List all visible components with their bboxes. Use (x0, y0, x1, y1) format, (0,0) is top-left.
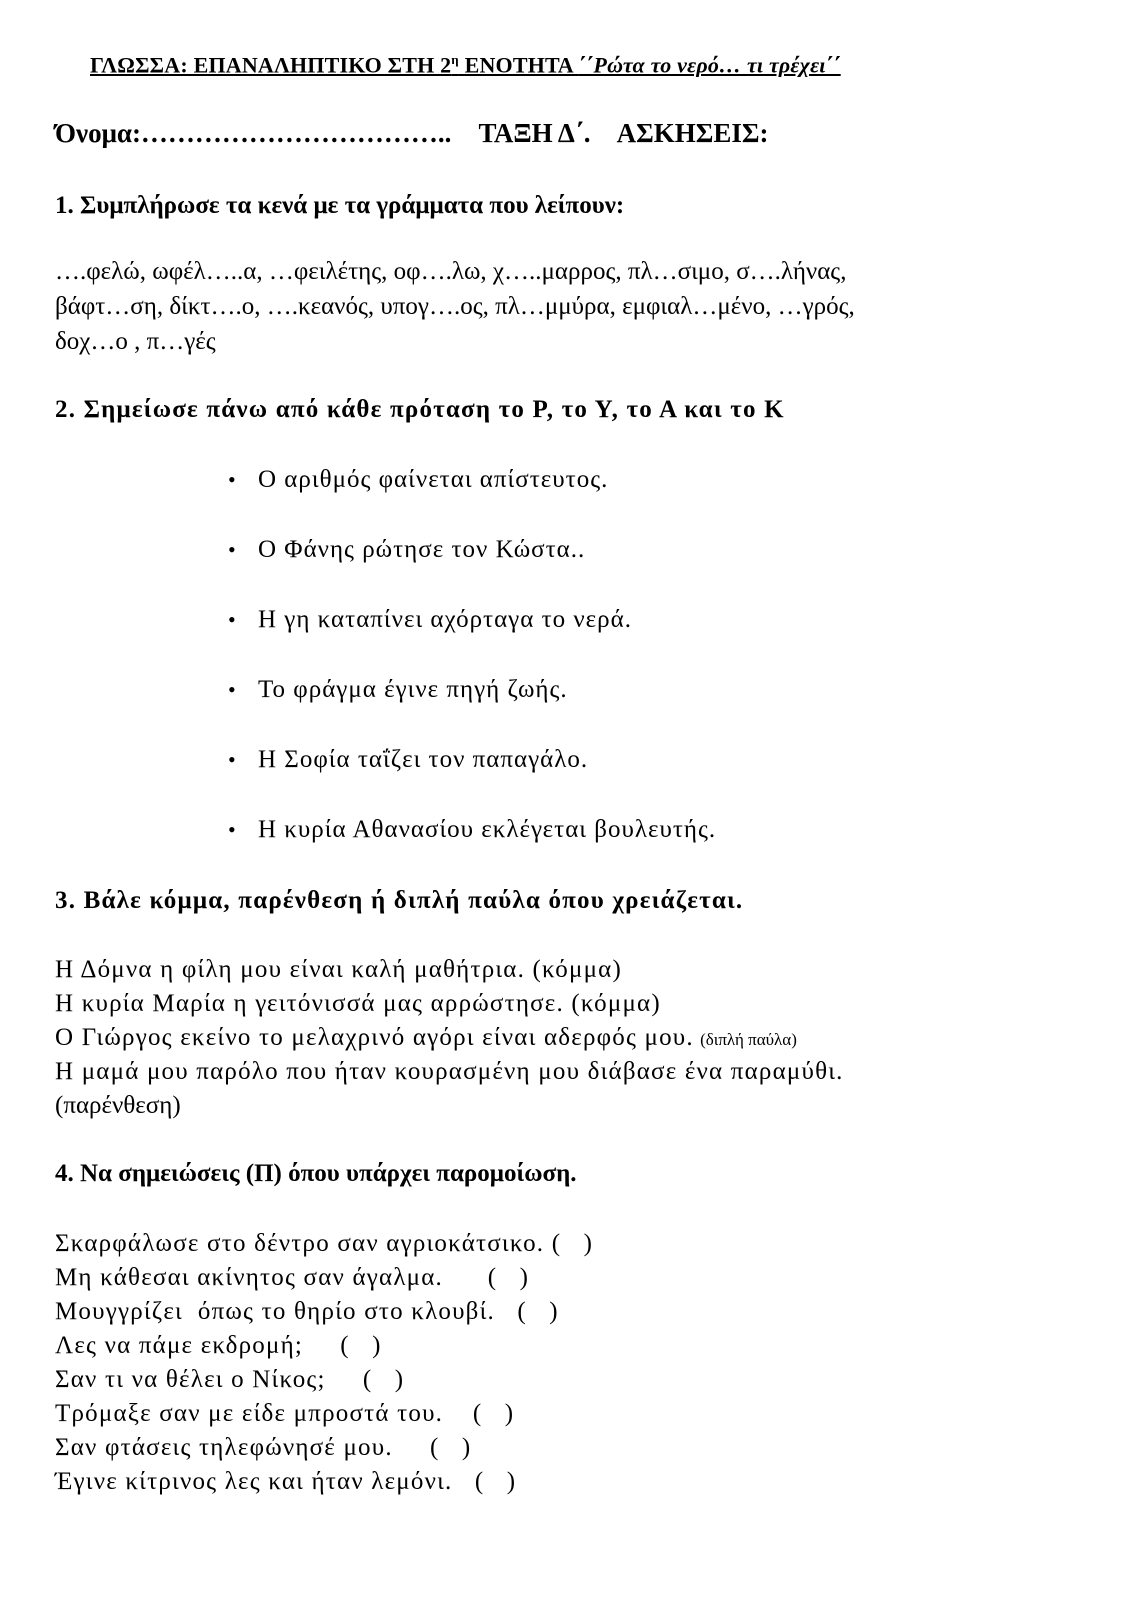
title-unit: ΕΝΟΤΗΤΑ (458, 52, 579, 78)
ex2-item-text: Η κυρία Αθανασίου εκλέγεται βουλευτής. (258, 816, 717, 843)
ex1-line-1: ….φελώ, ωφέλ…..α, …φειλέτης, οφ….λω, χ…..μαρρος, πλ…σιμο, σ….λήνας, (55, 258, 847, 285)
ex2-item (228, 466, 608, 494)
ex1-line-2: βάφτ…ση, δίκτ….ο, ….κεανός, υπογ….ος, πλ…μμύρα, εμφιαλ…μένο, …γρός, (55, 293, 855, 320)
ex2-item (228, 606, 632, 634)
title-superscript: η (451, 52, 459, 67)
class-label: ΤΑΞΗ Δ΄. (478, 118, 591, 148)
ex2-item (228, 676, 568, 704)
ex3-line-3-hint: (διπλή παύλα) (700, 1030, 797, 1049)
ex2-item-text: Η γη καταπίνει αχόρταγα το νερά. (258, 606, 633, 633)
ex1-line-3: δοχ…ο , π…γές (55, 328, 216, 355)
bullet-icon: • (228, 467, 237, 492)
ex3-line-5: (παρένθεση) (55, 1092, 181, 1119)
ex2-item-text: Ο Φάνης ρώτησε τον Κώστα.. (258, 536, 586, 563)
header-row (55, 118, 769, 149)
ex2-item-text: Ο αριθμός φαίνεται απίστευτος. (258, 466, 609, 493)
bullet-icon: • (228, 607, 237, 632)
bullet-icon: • (228, 677, 237, 702)
bullet-icon: • (228, 537, 237, 562)
ex2-item (228, 536, 585, 564)
name-field-label: Όνομα:…………………………….. (55, 118, 452, 148)
exercises-label: ΑΣΚΗΣΕΙΣ: (616, 118, 769, 148)
ex4-item: Μουγγρίζει όπως το θηρίο στο κλουβί. ( ) (55, 1298, 559, 1325)
ex4-heading: 4. Να σημειώσεις (Π) όπου υπάρχει παρομοίωση. (55, 1160, 577, 1187)
ex3-heading: 3. Βάλε κόμμα, παρένθεση ή διπλή παύλα όπου χρειάζεται. (55, 887, 744, 914)
worksheet-title (90, 52, 841, 78)
ex3-line-2: Η κυρία Μαρία η γειτόνισσά μας αρρώστησε. (κόμμα) (55, 990, 661, 1017)
ex3-line-1: Η Δόμνα η φίλη μου είναι καλή μαθήτρια. (κόμμα) (55, 956, 622, 983)
ex4-item: Σαν τι να θέλει ο Νίκος; ( ) (55, 1366, 405, 1393)
ex3-line-4: Η μαμά μου παρόλο που ήταν κουρασμένη μου διάβασε ένα παραμύθι. (55, 1058, 844, 1085)
ex2-heading: 2. Σημείωσε πάνω από κάθε πρόταση το Ρ, το Υ, το Α και το Κ (55, 396, 785, 423)
ex4-item: Λες να πάμε εκδρομή; ( ) (55, 1332, 382, 1359)
ex2-item-text: Το φράγμα έγινε πηγή ζωής. (258, 676, 568, 703)
ex1-heading: 1. Συμπλήρωσε τα κενά με τα γράμματα που λείπουν: (55, 192, 625, 219)
title-main: ΓΛΩΣΣΑ: ΕΠΑΝΑΛΗΠΤΙΚΟ ΣΤΗ 2 (90, 52, 452, 78)
title-quote: ΄΄Ρώτα το νερό… τι τρέχει΄΄ (578, 52, 841, 78)
ex3-line-3-text: Ο Γιώργος εκείνο το μελαχρινό αγόρι είναι αδερφός μου. (55, 1024, 694, 1051)
ex3-line-3 (55, 1024, 797, 1052)
ex4-item: Σκαρφάλωσε στο δέντρο σαν αγριοκάτσικο. ( ) (55, 1230, 594, 1257)
ex4-item: Έγινε κίτρινος λες και ήταν λεμόνι. ( ) (55, 1468, 517, 1495)
ex4-item: Σαν φτάσεις τηλεφώνησέ μου. ( ) (55, 1434, 472, 1461)
ex2-item (228, 746, 588, 774)
ex4-item: Μη κάθεσαι ακίνητος σαν άγαλμα. ( ) (55, 1264, 530, 1291)
ex4-item: Τρόμαξε σαν με είδε μπροστά του. ( ) (55, 1400, 515, 1427)
ex2-item (228, 816, 716, 844)
ex2-item-text: Η Σοφία ταΐζει τον παπαγάλο. (258, 746, 589, 773)
bullet-icon: • (228, 817, 237, 842)
bullet-icon: • (228, 747, 237, 772)
